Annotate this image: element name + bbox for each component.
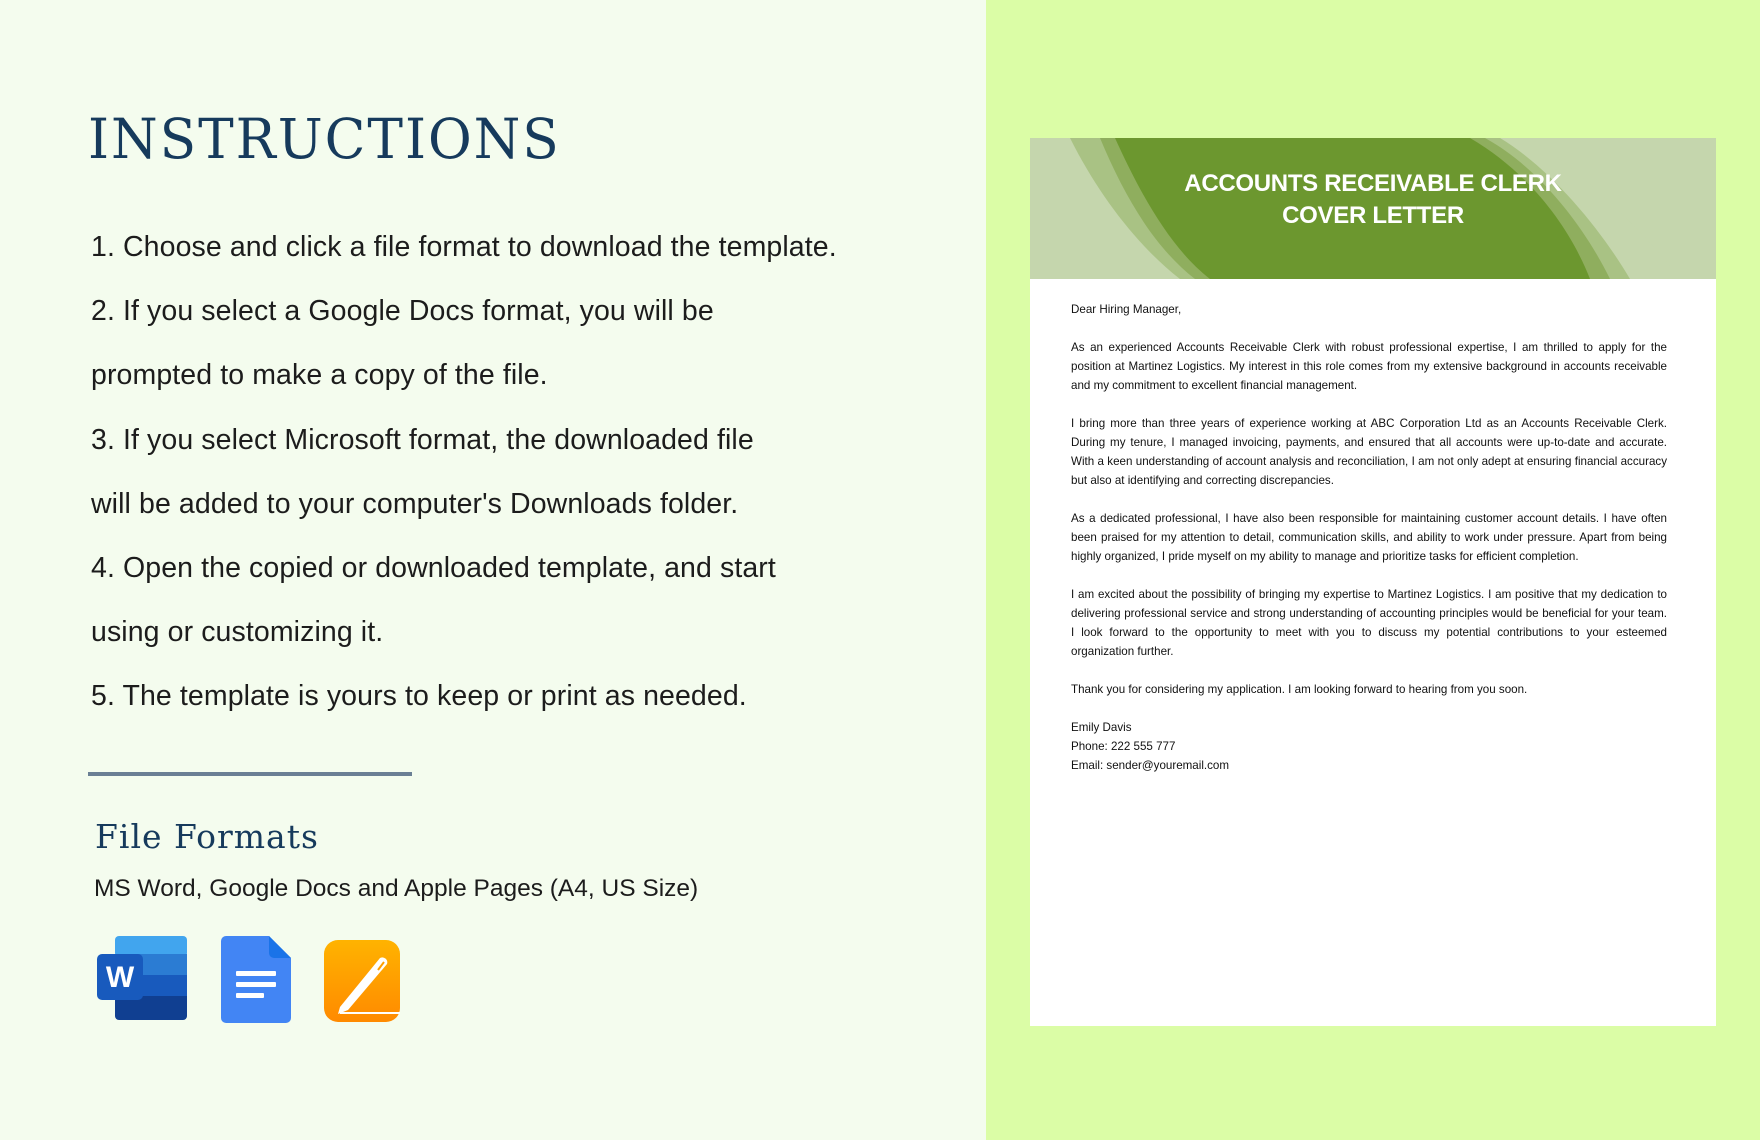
- instruction-line: 2. If you select a Google Docs format, you will be: [91, 295, 714, 328]
- document-header-banner: [1030, 138, 1716, 279]
- instruction-line: will be added to your computer's Downloads folder.: [91, 487, 739, 520]
- letter-paragraph: As an experienced Accounts Receivable Clerk with robust professional expertise, I am thrilled to apply for the position at Martinez Logistics. My interest in this role comes from my extensive background in accounts receivable and my commitment to excellent financial management.: [1071, 341, 1667, 392]
- instruction-line: prompted to make a copy of the file.: [91, 359, 548, 392]
- google-docs-download-button[interactable]: [221, 936, 291, 1028]
- file-formats-title: File Formats: [95, 817, 319, 856]
- signature-name: Emily Davis: [1071, 721, 1132, 734]
- instruction-line: 1. Choose and click a file format to download the template.: [91, 231, 837, 263]
- document-title-line-1: ACCOUNTS RECEIVABLE CLERK: [1184, 170, 1562, 197]
- letter-paragraph: I am excited about the possibility of bringing my expertise to Martinez Logistics. I am positive that my dedication to delivering professional service and strong understanding of accounting principles would be beneficial for your team. I look forward to the opportunity to meet with you to discuss my potential contributions to your esteemed organization further.: [1071, 588, 1667, 658]
- instruction-line: using or customizing it.: [91, 616, 384, 649]
- apple-pages-download-button[interactable]: [324, 940, 400, 1026]
- google-docs-icon: [221, 936, 291, 1024]
- ms-word-download-button[interactable]: [97, 936, 189, 1026]
- file-formats-subtitle: MS Word, Google Docs and Apple Pages (A4, US Size): [94, 875, 699, 902]
- signature-phone: Phone: 222 555 777: [1071, 740, 1176, 753]
- instruction-line: 3. If you select Microsoft format, the downloaded file: [91, 423, 754, 456]
- document-title: [1030, 168, 1716, 232]
- instruction-line: 5. The template is yours to keep or print as needed.: [91, 680, 747, 713]
- instruction-line: 4. Open the copied or downloaded template, and start: [91, 551, 776, 584]
- letter-body: [1071, 300, 1667, 775]
- document-preview[interactable]: [1030, 138, 1716, 1026]
- section-divider: [88, 772, 412, 776]
- document-title-line-2: COVER LETTER: [1282, 202, 1464, 229]
- apple-pages-icon: [324, 940, 400, 1022]
- signature-email: Email: sender@youremail.com: [1071, 759, 1230, 772]
- letter-paragraph: As a dedicated professional, I have also been responsible for maintaining customer account details. I have often been praised for my attention to detail, communication skills, and ability to work under pressure. Apart from being highly organized, I pride myself on my ability to manage and prioritize tasks for efficient completion.: [1071, 512, 1667, 563]
- letter-paragraph: I bring more than three years of experience working at ABC Corporation Ltd as an Accounts Receivable Clerk. During my tenure, I managed invoicing, payments, and ensured that all accounts were up-to-date and accurate. With a keen understanding of account analysis and reconciliation, I am not only adept at ensuring financial accuracy but also at identifying and correcting discrepancies.: [1071, 417, 1667, 487]
- letter-paragraph: Thank you for considering my application. I am looking forward to hearing from you soon.: [1071, 683, 1528, 696]
- letter-salutation: Dear Hiring Manager,: [1071, 303, 1182, 316]
- ms-word-icon: [97, 936, 189, 1022]
- instructions-list: [91, 227, 837, 741]
- svg-text:W: W: [105, 961, 135, 994]
- instructions-title: INSTRUCTIONS: [88, 107, 561, 171]
